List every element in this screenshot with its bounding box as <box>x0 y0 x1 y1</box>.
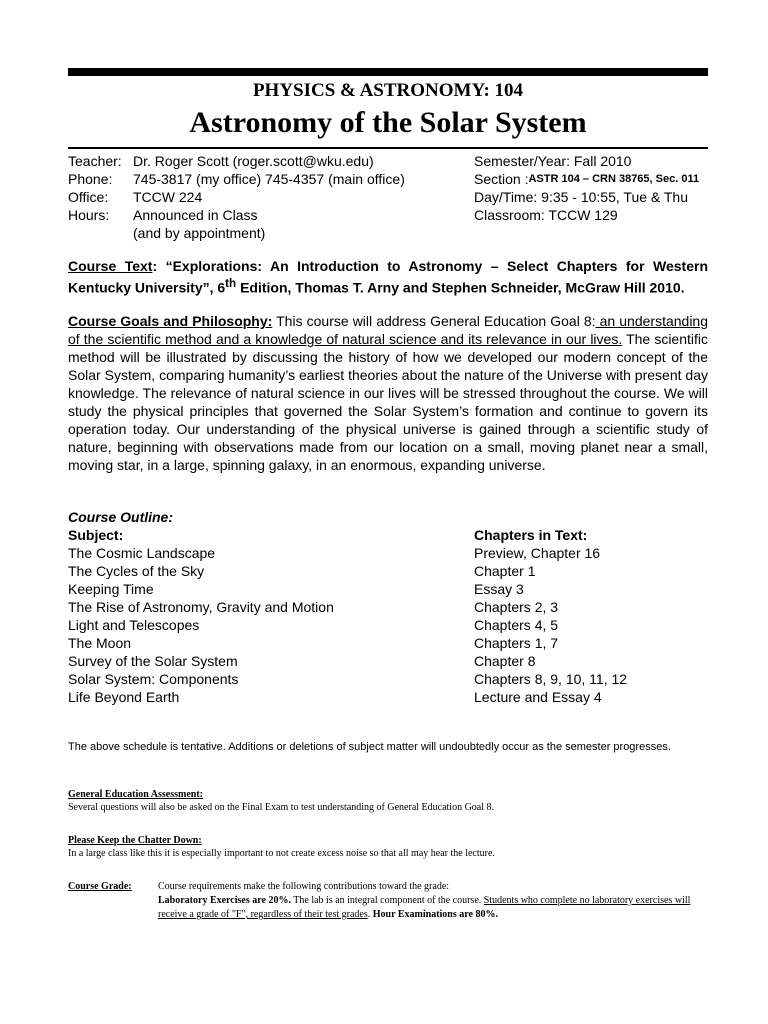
subject-item: The Cosmic Landscape <box>68 545 216 561</box>
chapter-item: Chapter 8 <box>474 653 536 669</box>
lab-warning: Students who complete no laboratory exercises will receive a grade of "F", regardless of their test grades <box>158 895 691 920</box>
subject-item: Survey of the Solar System <box>68 653 238 669</box>
section-value: ASTR 104 – CRN 38765, Sec. 011 <box>528 173 700 185</box>
course-text <box>68 257 708 297</box>
info-value: 745-3817 (my office) 745-4357 (main office) <box>133 171 405 187</box>
outline-chapters <box>474 508 627 706</box>
chapter-item: Chapters 1, 7 <box>474 635 559 651</box>
info-row-teacher <box>68 152 405 170</box>
course-goals <box>68 312 708 474</box>
chapter-item: Preview, Chapter 16 <box>474 545 601 561</box>
course-text-label: Course Text <box>68 258 153 274</box>
subject-item: The Cycles of the Sky <box>68 563 205 579</box>
semester: Semester/Year: Fall 2010 <box>474 153 632 169</box>
edition-superscript: th <box>225 277 237 290</box>
info-label: Teacher: <box>68 153 122 169</box>
goals-body: The scientific method will be illustrated by discussing the history of how we developed our modern concept of the Solar System, comparing humanity’s earliest theories about the nature of the Universe with present day knowledge. The relevance of natural science in our lives will be stressed throughout the course. We will study the physical principles that governed the Solar System’s formation and continue to govern its operation today. Our understanding of the physical universe is gained through a scientific study of nature, beginning with observations made from our location on a small, moving planet near a small, moving star, in a large, spinning galaxy, in an enormous, expanding universe. <box>68 331 708 473</box>
header-rule <box>68 147 708 149</box>
chapter-item: Essay 3 <box>474 581 524 597</box>
chapter-item: Chapters 2, 3 <box>474 599 559 615</box>
lab-weight: Laboratory Exercises are 20%. <box>158 895 291 906</box>
info-value: (and by appointment) <box>133 225 266 241</box>
info-label: Phone: <box>68 171 113 187</box>
chapter-item: Chapters 4, 5 <box>474 617 559 633</box>
gen-ed-heading: General Education Assessment: <box>68 789 203 800</box>
exam-weight: Hour Examinations are 80%. <box>372 909 498 920</box>
subject-item: Solar System: Components <box>68 671 239 687</box>
outline-title: Course Outline: <box>68 509 174 525</box>
info-row-appointment <box>68 224 405 242</box>
goals-label: Course Goals and Philosophy: <box>68 313 273 329</box>
chatter-section <box>68 834 708 860</box>
info-row-hours <box>68 206 405 224</box>
tentative-note: The above schedule is tentative. Additions or deletions of subject matter will undoubtedly occur as the semester progresses. <box>68 741 671 753</box>
gen-ed-body: Several questions will also be asked on the Final Exam to test understanding of General Education Goal 8. <box>68 802 495 813</box>
chapter-item: Chapters 8, 9, 10, 11, 12 <box>474 671 628 687</box>
grade-intro: Course requirements make the following contributions toward the grade: <box>158 881 450 892</box>
course-id: PHYSICS & ASTRONOMY: 104 <box>252 80 524 101</box>
subject-item: The Rise of Astronomy, Gravity and Motion <box>68 599 334 615</box>
info-label: Hours: <box>68 207 110 223</box>
subject-item: Light and Telescopes <box>68 617 200 633</box>
info-value: Dr. Roger Scott (roger.scott@wku.edu) <box>133 153 374 169</box>
subject-item: Keeping Time <box>68 581 154 597</box>
course-title: Astronomy of the Solar System <box>189 106 587 139</box>
info-label <box>68 224 133 242</box>
info-value: Announced in Class <box>133 207 258 223</box>
info-value: TCCW 224 <box>133 189 203 205</box>
instructor-info <box>68 152 405 242</box>
chapters-header: Chapters in Text: <box>474 527 588 543</box>
subject-item: The Moon <box>68 635 132 651</box>
subject-item: Life Beyond Earth <box>68 689 180 705</box>
goals-intro: This course will address General Education Goal 8: <box>272 313 596 329</box>
section <box>474 170 699 188</box>
outline-subjects <box>68 508 334 706</box>
grade-details <box>158 894 713 922</box>
subject-header: Subject: <box>68 527 124 543</box>
info-label: Office: <box>68 189 109 205</box>
grade-body <box>158 880 713 922</box>
section-label: Section : <box>474 171 529 187</box>
lab-end: . <box>367 909 373 920</box>
info-row-office <box>68 188 405 206</box>
lab-text: The lab is an integral component of the course. <box>290 895 484 906</box>
chapter-item: Lecture and Essay 4 <box>474 689 602 705</box>
top-rule <box>68 68 708 76</box>
course-text-part1: : “Explorations: An Introduction to Astronomy – Select Chapters for Western Kentucky University”, 6 <box>68 258 708 296</box>
info-row-phone <box>68 170 405 188</box>
goals-underlined: an understanding of the scientific method and a knowledge of natural science and its relevance in our lives. <box>68 313 709 347</box>
course-text-part2: Edition, Thomas T. Arny and Stephen Schneider, McGraw Hill 2010. <box>236 279 685 296</box>
chapter-item: Chapter 1 <box>474 563 536 579</box>
grade-label: Course Grade: <box>68 881 132 892</box>
classroom: Classroom: TCCW 129 <box>474 207 618 223</box>
outline-spacer <box>474 508 627 526</box>
chatter-body: In a large class like this it is especially important to not create excess noise so that all may hear the lecture. <box>68 848 495 859</box>
schedule-info <box>474 152 699 224</box>
gen-ed-section <box>68 788 708 814</box>
day-time: Day/Time: 9:35 - 10:55, Tue & Thu <box>474 189 688 205</box>
chatter-heading: Please Keep the Chatter Down: <box>68 835 202 846</box>
